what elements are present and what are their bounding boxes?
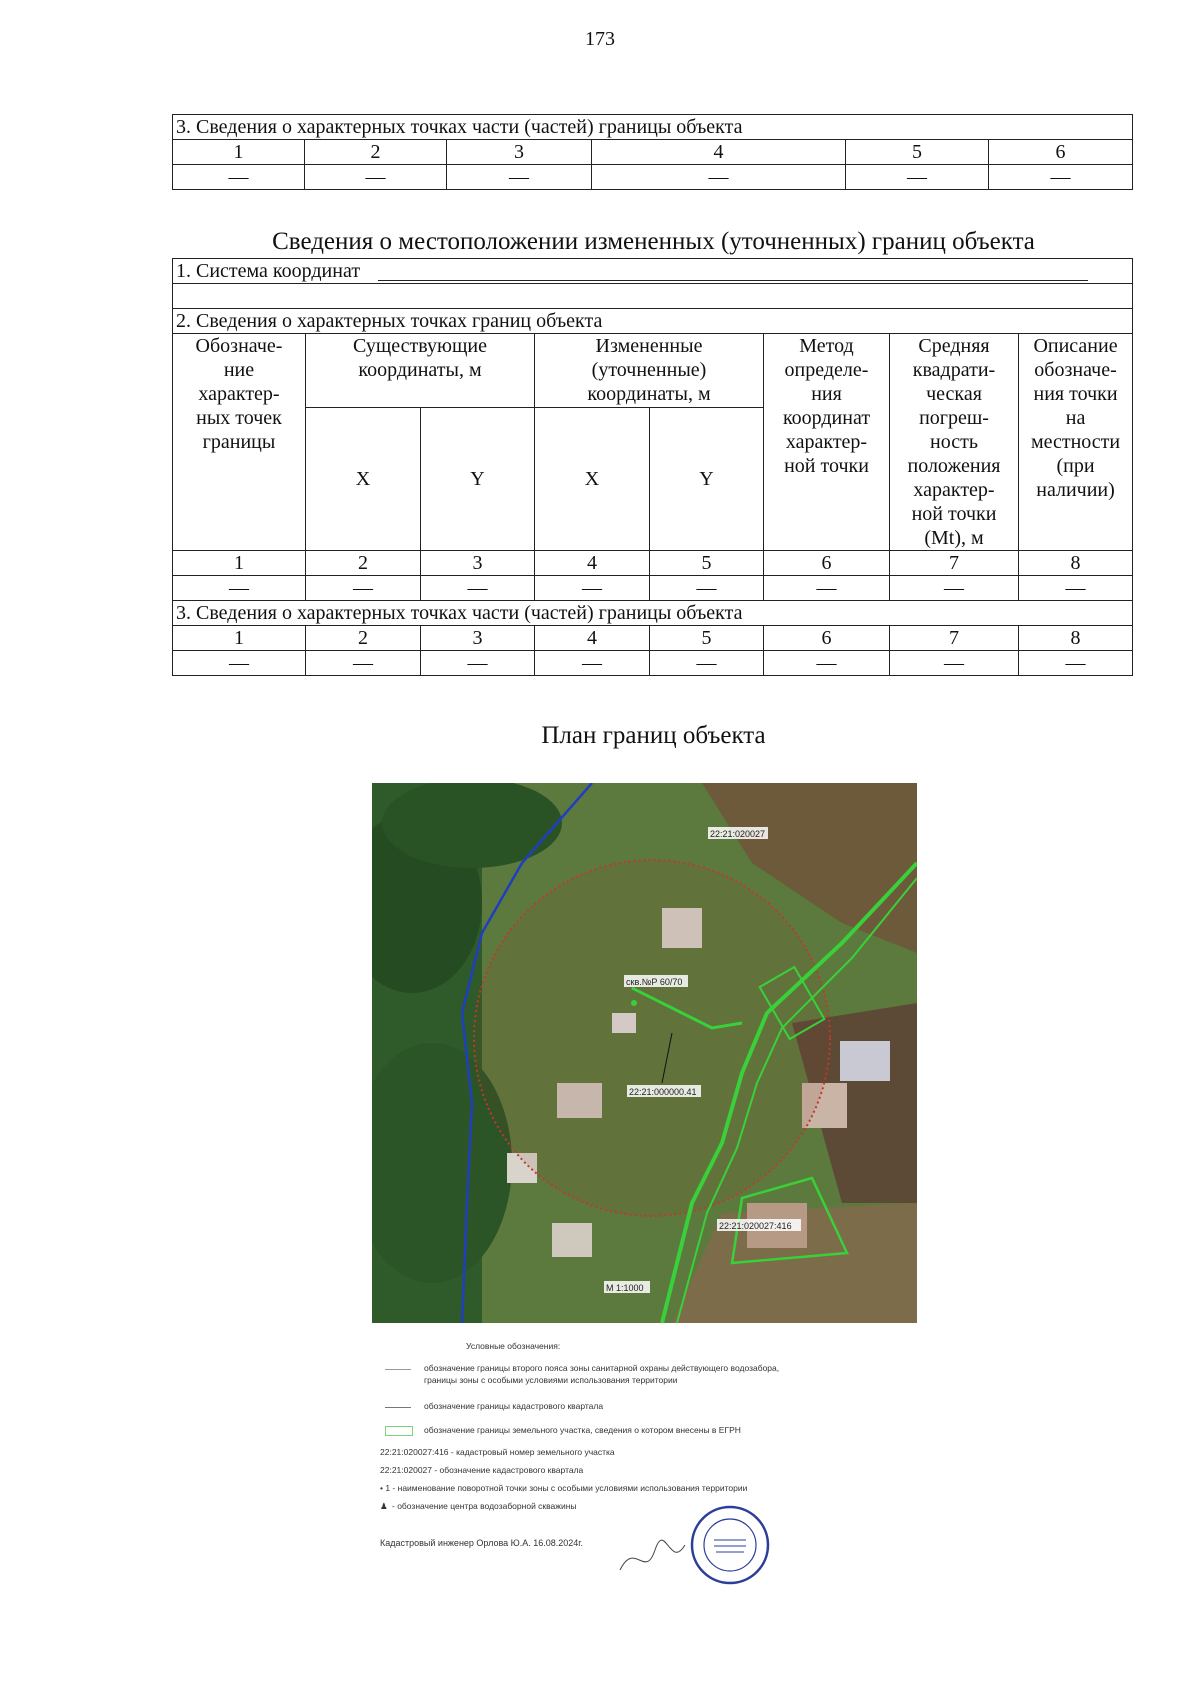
col-accuracy: Средняя квадрати- ческая погреш- ность положения характер- ной точки (Mt), м (890, 334, 1019, 551)
cell: 7 (890, 551, 1019, 576)
map-legend (380, 1335, 920, 1585)
legend-text: 22:21:020027:416 - кадастровый номер земельного участка (380, 1447, 615, 1457)
col-existing: Существующие координаты, м (306, 334, 535, 408)
well-center-icon (631, 1000, 637, 1006)
cell: 1 (173, 551, 306, 576)
cell: 5 (650, 626, 764, 651)
cell: 7 (890, 626, 1019, 651)
cell: 3 (447, 140, 592, 165)
zone-label: 22:21:000000.41 (629, 1087, 697, 1097)
parts-heading-top: 3. Сведения о характерных точках части (частей) границы объекта (173, 115, 1133, 140)
scale-label: М 1:1000 (606, 1283, 644, 1293)
page-number: 173 (585, 28, 615, 50)
cell: — (890, 651, 1019, 676)
quarter-line-swatch (385, 1407, 411, 1408)
cell: 3 (421, 626, 535, 651)
cell: 3 (421, 551, 535, 576)
cell: 1 (173, 626, 306, 651)
engineer-signature-line: Кадастровый инженер Орлова Ю.А. 16.08.2024г. (380, 1538, 583, 1548)
parcel-label: 22:21:020027:416 (719, 1221, 792, 1231)
stamp-seal-inner (704, 1519, 756, 1571)
col-existing-x: X (306, 408, 421, 551)
cell: — (421, 651, 535, 676)
legend-title: Условные обозначения: (466, 1341, 561, 1351)
col-description: Описание обозначе- ния точки на местности (при наличии) (1019, 334, 1133, 551)
map-svg (372, 783, 917, 1323)
quarter-label: 22:21:020027 (710, 829, 766, 839)
section-title: Сведения о местоположении измененных (уточненных) границ объекта (272, 228, 1035, 255)
boundary-plan-map (372, 783, 917, 1323)
parcel-box-swatch (385, 1426, 413, 1436)
col-designation: Обозначе- ние характер- ных точек границы (173, 334, 306, 551)
col-method: Метод определе- ния координат характер- ной точки (764, 334, 890, 551)
cell: — (421, 576, 535, 601)
cell: 4 (535, 551, 650, 576)
cell: — (650, 651, 764, 676)
blank-row (173, 284, 1133, 309)
cell: 6 (989, 140, 1133, 165)
col-changed: Измененные (уточненные) координаты, м (535, 334, 764, 408)
cell: 2 (306, 626, 421, 651)
cell: — (592, 165, 846, 190)
points-heading: 2. Сведения о характерных точках границ объекта (173, 309, 1133, 334)
legend-text: • 1 - наименование поворотной точки зоны с особыми условиями использования территории (380, 1483, 748, 1493)
cell: 4 (535, 626, 650, 651)
cell: — (1019, 651, 1133, 676)
legend-text: - обозначение центра водозаборной скважины (392, 1501, 577, 1511)
cell: — (306, 651, 421, 676)
cell: 5 (650, 551, 764, 576)
cell: 5 (846, 140, 989, 165)
parts-table-top (172, 114, 1133, 190)
coord-system-blank (378, 264, 1088, 281)
cell: — (890, 576, 1019, 601)
cell: 2 (305, 140, 447, 165)
boundary-points-table (172, 258, 1133, 676)
building (840, 1041, 890, 1081)
coord-system-label: 1. Система координат (176, 260, 361, 282)
well-center-legend-icon: ♟ (380, 1501, 388, 1511)
cell: — (989, 165, 1133, 190)
coord-system-row (173, 259, 1133, 284)
cell: — (535, 576, 650, 601)
cell: — (447, 165, 592, 190)
cell: — (846, 165, 989, 190)
cell: — (305, 165, 447, 190)
signature-scribble (620, 1540, 685, 1570)
cell: — (764, 651, 890, 676)
well-label: скв.№Р 60/70 (626, 977, 683, 987)
cell: 2 (306, 551, 421, 576)
legend-text: границы зоны с особыми условиями использования территории (424, 1375, 678, 1385)
legend-text: обозначение границы земельного участка, сведения о котором внесены в ЕГРН (424, 1425, 741, 1435)
cell: — (173, 576, 306, 601)
cell: — (535, 651, 650, 676)
legend-text: обозначение границы кадастрового квартала (424, 1401, 604, 1411)
legend-text: обозначение границы второго пояса зоны санитарной охраны действующего водозабора, (424, 1363, 780, 1373)
col-existing-y: Y (421, 408, 535, 551)
cell: 8 (1019, 551, 1133, 576)
cell: — (306, 576, 421, 601)
cell: 1 (173, 140, 305, 165)
plan-title: План границ объекта (541, 722, 766, 749)
legend-text: 22:21:020027 - обозначение кадастрового квартала (380, 1465, 584, 1475)
cell: 8 (1019, 626, 1133, 651)
cell: — (764, 576, 890, 601)
cell: — (173, 651, 306, 676)
col-changed-y: Y (650, 408, 764, 551)
zone-line-swatch (385, 1369, 411, 1370)
cell: 4 (592, 140, 846, 165)
building (552, 1223, 592, 1257)
parts-heading: 3. Сведения о характерных точках части (частей) границы объекта (173, 601, 1133, 626)
cell: — (173, 165, 305, 190)
cell: 6 (764, 551, 890, 576)
col-changed-x: X (535, 408, 650, 551)
cell: 6 (764, 626, 890, 651)
signature-seal (610, 1500, 780, 1590)
cell: — (1019, 576, 1133, 601)
cell: — (650, 576, 764, 601)
